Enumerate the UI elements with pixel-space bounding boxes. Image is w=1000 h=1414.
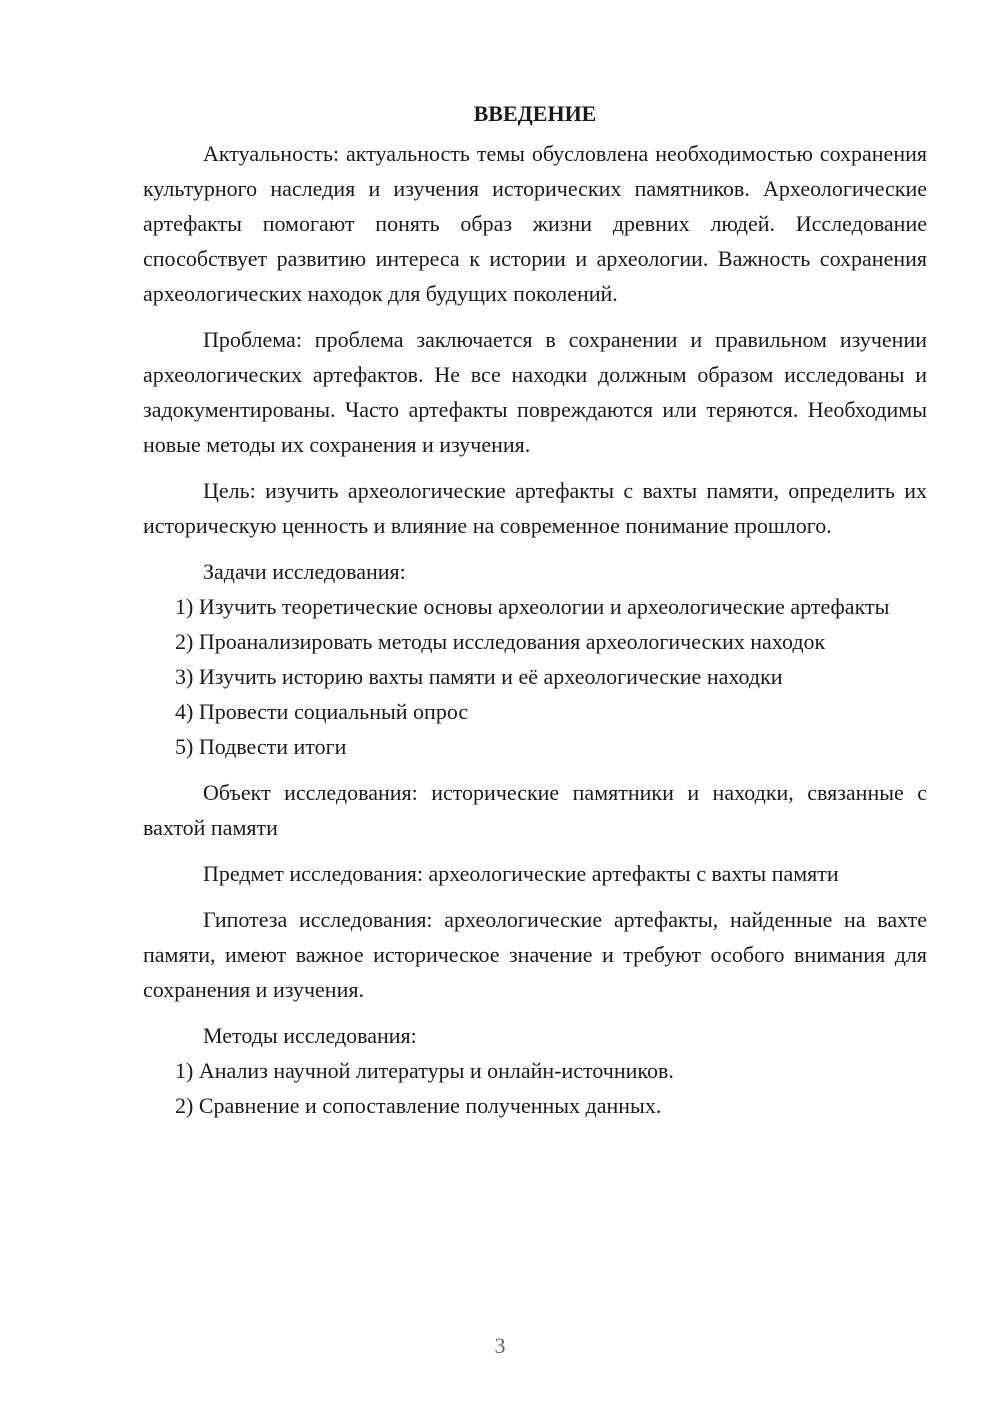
task-item-3: 3) Изучить историю вахты памяти и её археологические находки — [175, 664, 783, 689]
task-item-1: 1) Изучить теоретические основы археологии и археологические артефакты — [175, 594, 890, 619]
page-number: 3 — [494, 1333, 506, 1358]
method-item-1: 1) Анализ научной литературы и онлайн-источников. — [175, 1058, 674, 1083]
relevance-paragraph: Актуальность: актуальность темы обусловлена необходимостью сохранения культурного наследия и изучения исторических памятников. Археологические артефакты помогают понять образ жизни древних людей. Исследование способствует развитию интереса к истории и археологии. Важность сохранения археологических находок для будущих поколений. — [143, 141, 927, 306]
task-item-4: 4) Провести социальный опрос — [175, 699, 469, 724]
task-item-2: 2) Проанализировать методы исследования археологических находок — [175, 629, 826, 654]
object-paragraph: Объект исследования: исторические памятники и находки, связанные с вахтой памяти — [143, 780, 927, 840]
method-item-2: 2) Сравнение и сопоставление полученных данных. — [175, 1093, 662, 1118]
page-body — [143, 96, 927, 1123]
problem-paragraph: Проблема: проблема заключается в сохранении и правильном изучении археологических артефактов. Не все находки должным образом исследованы и задокументированы. Часто артефакты повреждаются или теряются. Необходимы новые методы их сохранения и изучения. — [143, 327, 927, 457]
tasks-heading: Задачи исследования: — [203, 559, 406, 584]
subject-paragraph: Предмет исследования: археологические артефакты с вахты памяти — [203, 861, 839, 886]
page-title: ВВЕДЕНИЕ — [473, 101, 597, 126]
task-item-5: 5) Подвести итоги — [175, 734, 347, 759]
methods-heading: Методы исследования: — [203, 1023, 417, 1048]
goal-paragraph: Цель: изучить археологические артефакты с вахты памяти, определить их историческую ценность и влияние на современное понимание прошлого. — [143, 478, 927, 538]
hypothesis-paragraph: Гипотеза исследования: археологические артефакты, найденные на вахте памяти, имеют важное историческое значение и требуют особого внимания для сохранения и изучения. — [143, 907, 927, 1002]
